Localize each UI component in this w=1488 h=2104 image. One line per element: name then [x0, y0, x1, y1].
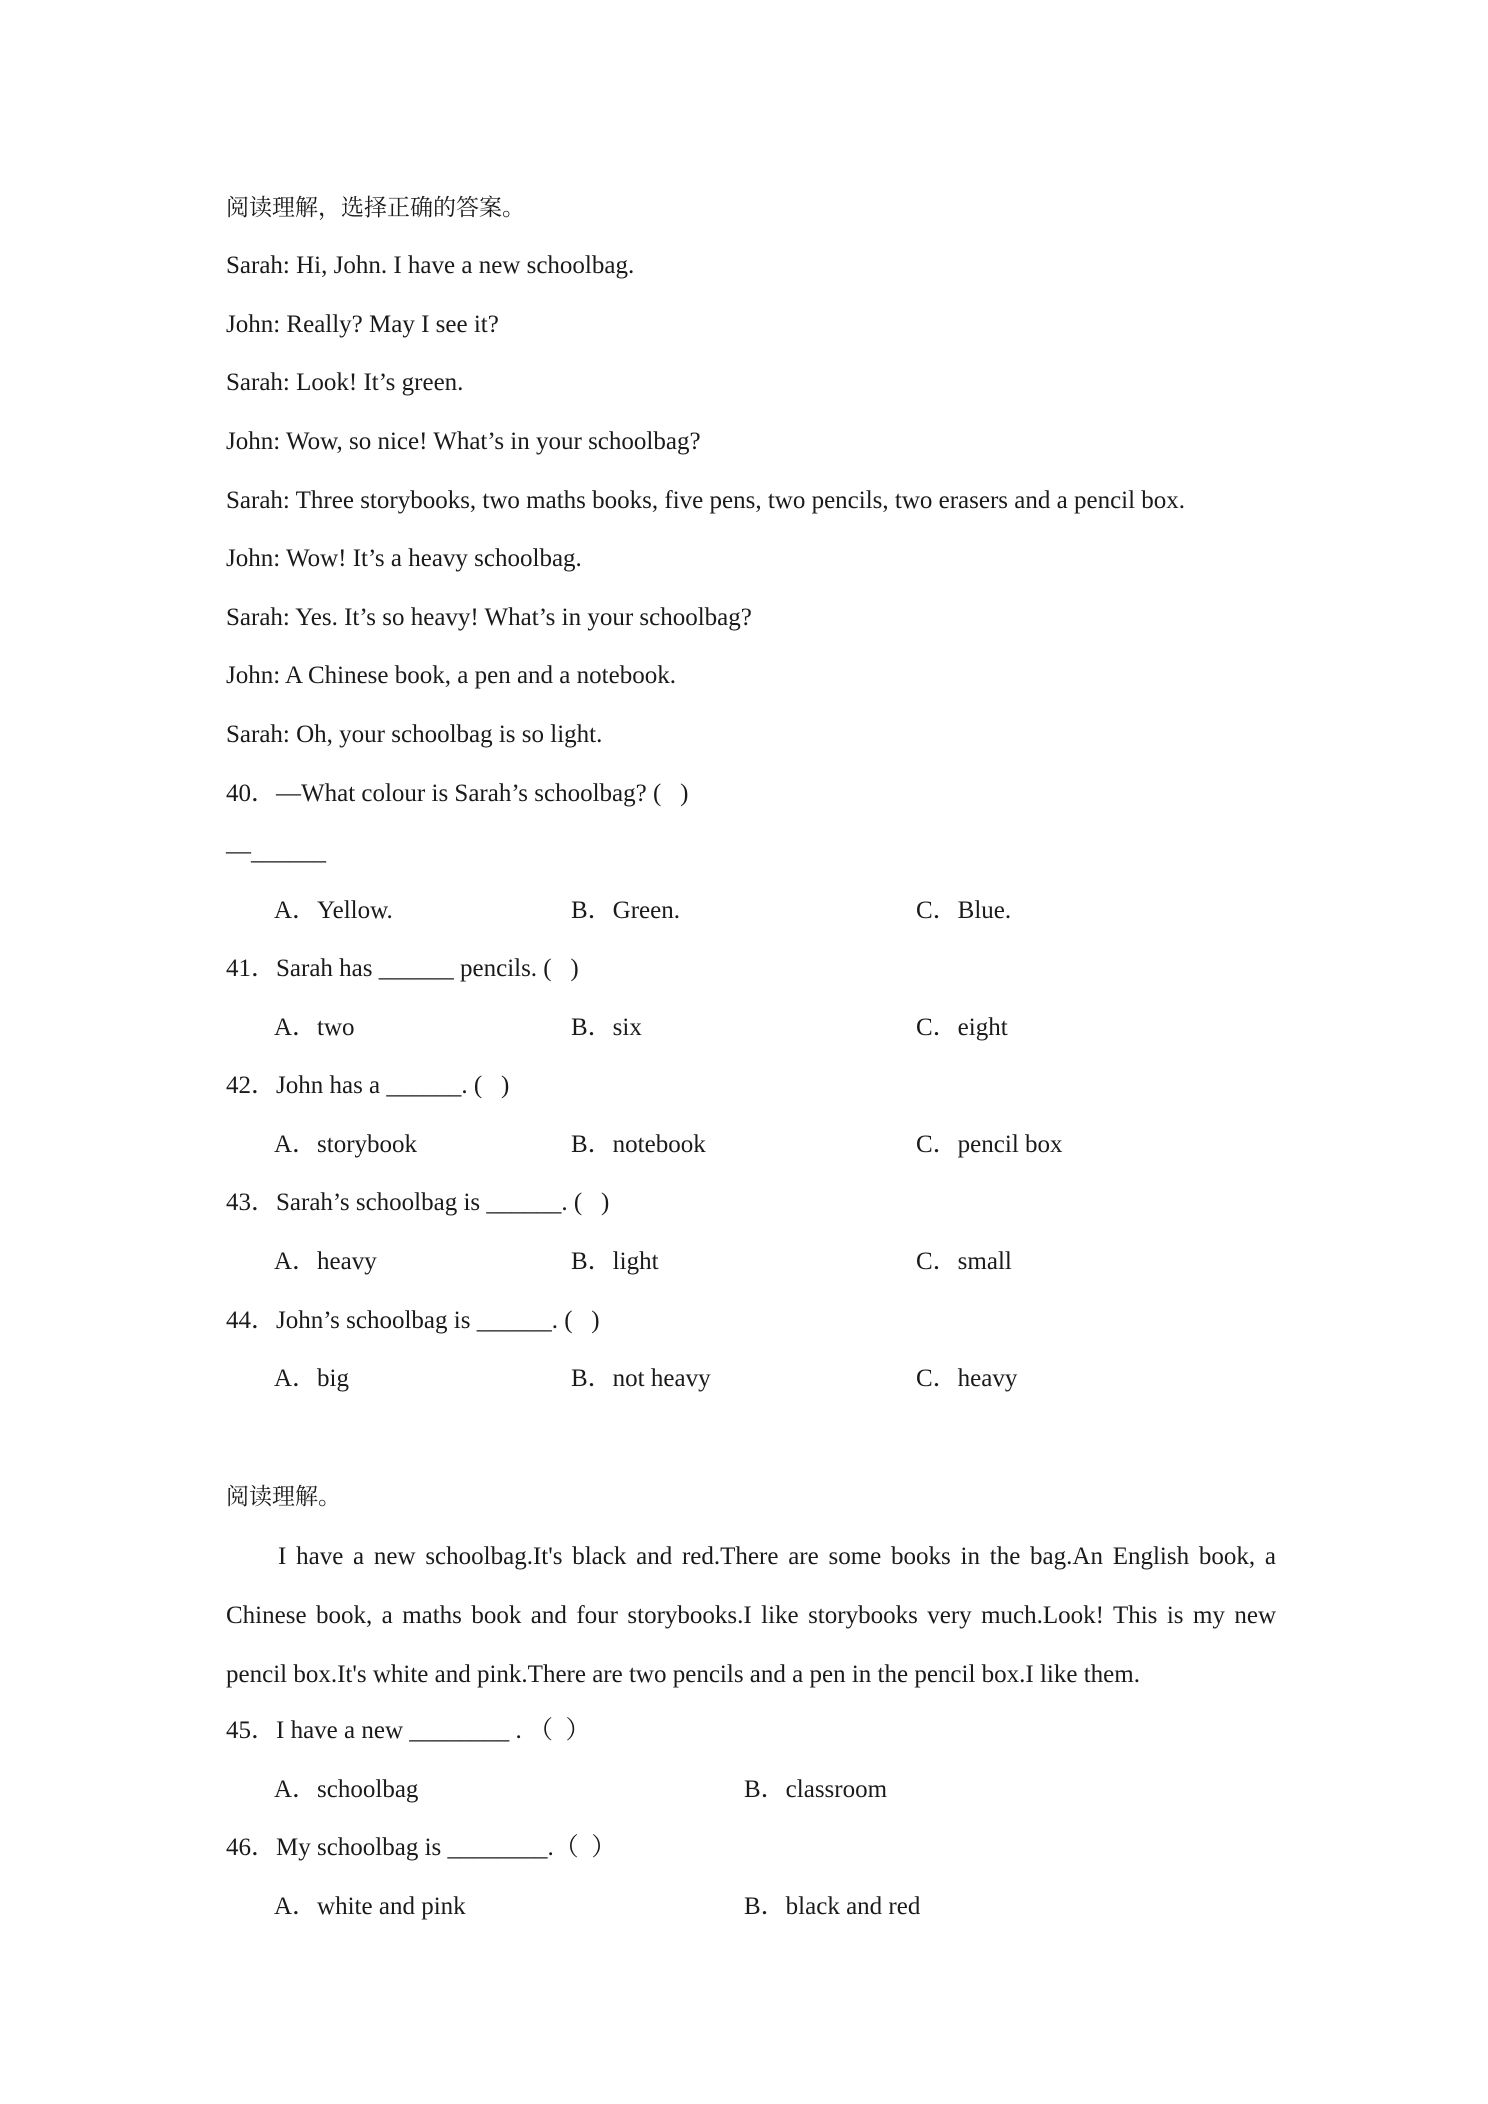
dialogue-line: John: Wow, so nice! What’s in your schoolbag?	[226, 428, 701, 455]
dialogue-line: Sarah: Three storybooks, two maths books, five pens, two pencils, two erasers and a pencil box.	[226, 487, 1186, 514]
question-40-option-c[interactable]: C．Blue.	[916, 897, 1012, 924]
dialogue-line: Sarah: Hi, John. I have a new schoolbag.	[226, 252, 635, 279]
question-44-option-c[interactable]: C．heavy	[916, 1365, 1018, 1392]
dialogue-line: Sarah: Oh, your schoolbag is so light.	[226, 721, 603, 748]
question-43-option-c[interactable]: C．small	[916, 1248, 1012, 1275]
question-42-option-c[interactable]: C．pencil box	[916, 1131, 1063, 1158]
question-41-stem: 41．Sarah has ______ pencils. ( )	[226, 955, 579, 982]
question-42-option-a[interactable]: A．storybook	[274, 1131, 418, 1158]
dialogue-line: John: Really? May I see it?	[226, 311, 499, 338]
question-46-option-a[interactable]: A．white and pink	[274, 1893, 466, 1920]
dialogue-line: Sarah: Look! It’s green.	[226, 369, 464, 396]
question-43-option-b[interactable]: B．light	[571, 1248, 659, 1275]
question-40-option-a[interactable]: A．Yellow.	[274, 897, 393, 924]
question-44-option-b[interactable]: B．not heavy	[571, 1365, 711, 1392]
question-42-option-b[interactable]: B．notebook	[571, 1131, 706, 1158]
question-45-stem: 45．I have a new ________ . （ ）	[226, 1717, 591, 1744]
reading-passage: I have a new schoolbag.It's black and red.There are some books in the bag.An English book, a Chinese book, a maths book and four storybooks.I like storybooks very much.Look! This is my new pencil box.It's white and pink.There are two pencils and a pen in the pencil box.I like them.	[226, 1543, 1276, 1688]
question-40-stem: 40．—What colour is Sarah’s schoolbag? ( )	[226, 780, 689, 807]
question-46-option-b[interactable]: B．black and red	[744, 1893, 921, 1920]
question-45-option-a[interactable]: A．schoolbag	[274, 1776, 419, 1803]
dialogue-line: John: Wow! It’s a heavy schoolbag.	[226, 545, 582, 572]
question-46-stem: 46．My schoolbag is ________.（ ）	[226, 1834, 617, 1861]
question-40-option-b[interactable]: B．Green.	[571, 897, 680, 924]
question-43-stem: 43．Sarah’s schoolbag is ______. ( )	[226, 1189, 610, 1216]
question-45-option-b[interactable]: B．classroom	[744, 1776, 888, 1803]
question-44-stem: 44．John’s schoolbag is ______. ( )	[226, 1307, 600, 1334]
dialogue-line: Sarah: Yes. It’s so heavy! What’s in your schoolbag?	[226, 604, 752, 631]
question-42-stem: 42．John has a ______. ( )	[226, 1072, 510, 1099]
question-44-option-a[interactable]: A．big	[274, 1365, 350, 1392]
question-41-option-c[interactable]: C．eight	[916, 1014, 1008, 1041]
question-43-option-a[interactable]: A．heavy	[274, 1248, 377, 1275]
section1-instruction: 阅读理解，选择正确的答案。	[226, 195, 525, 221]
question-41-option-a[interactable]: A．two	[274, 1014, 355, 1041]
question-40-answer-line: —______	[226, 838, 326, 865]
section2-instruction: 阅读理解。	[226, 1484, 341, 1510]
question-41-option-b[interactable]: B．six	[571, 1014, 642, 1041]
dialogue-line: John: A Chinese book, a pen and a notebook.	[226, 662, 676, 689]
